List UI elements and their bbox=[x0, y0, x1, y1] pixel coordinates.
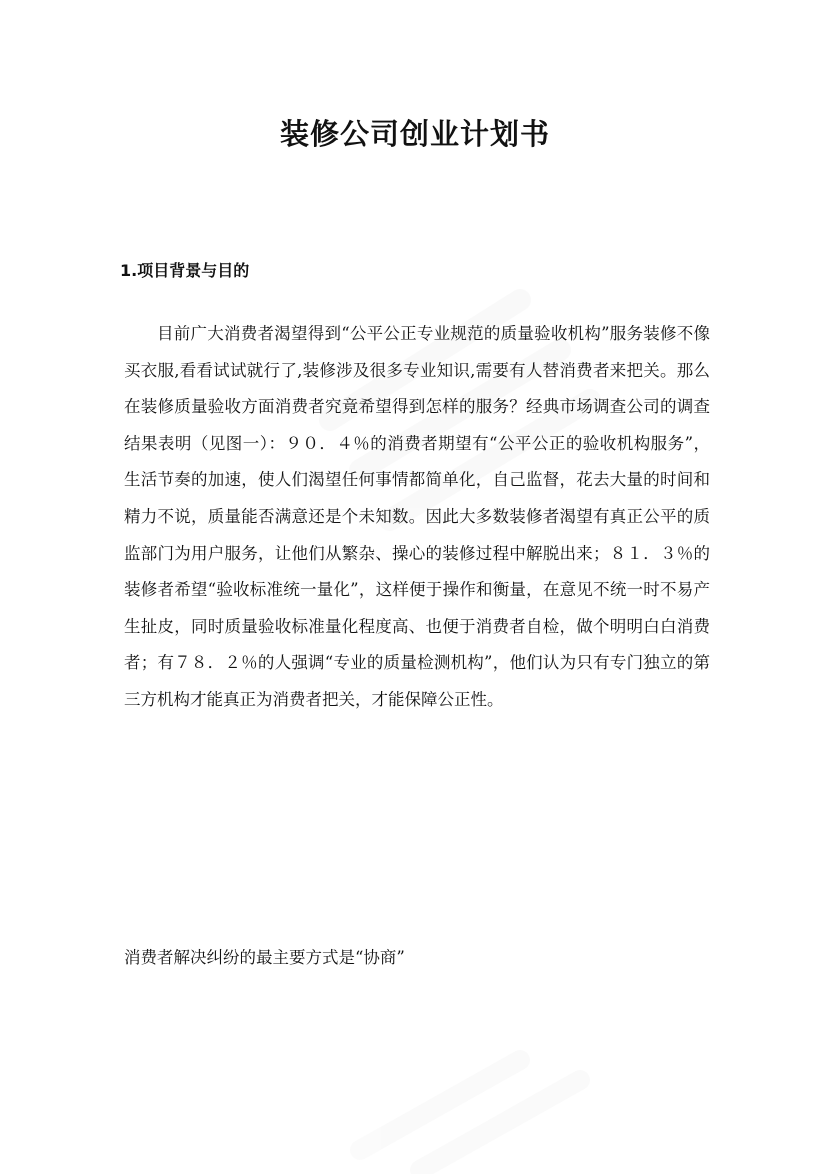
document-title: 装修公司创业计划书 bbox=[279, 117, 550, 151]
watermark-stroke bbox=[420, 1080, 580, 1170]
body-paragraph: 目前广大消费者渴望得到“公平公正专业规范的质量验收机构”服务装修不像买衣服,看看试试就行了,装修涉及很多专业知识,需要有人替消费者来把关。那么在装修质量验收方面消费者究竟希望得到怎样的服务？经典市场调查公司的调查结果表明（见图一）：９０．４％的消费者期望有“公平公正的验收机构服务”，生活节奏的加速，使人们渴望任何事情都简单化，自己监督，花去大量的时间和精力不说，质量能否满意还是个未知数。因此大多数装修者渴望有真正公平的质监部门为用户服务，让他们从繁杂、操心的装修过程中解脱出来；８１．３％的装修者希望“验收标准统一量化”，这样便于操作和衡量，在意见不统一时不易产生扯皮，同时质量验收标准量化程度高、也便于消费者自检，做个明明白白消费者；有７８．２％的人强调“专业的质量检测机构”，他们认为只有专门独立的第三方机构才能真正为消费者把关，才能保障公正性。 bbox=[124, 324, 710, 709]
section-heading: 1.项目背景与目的 bbox=[120, 261, 250, 280]
figure-caption: 消费者解决纠纷的最主要方式是“协商” bbox=[124, 948, 405, 967]
watermark-stroke bbox=[360, 1060, 520, 1150]
